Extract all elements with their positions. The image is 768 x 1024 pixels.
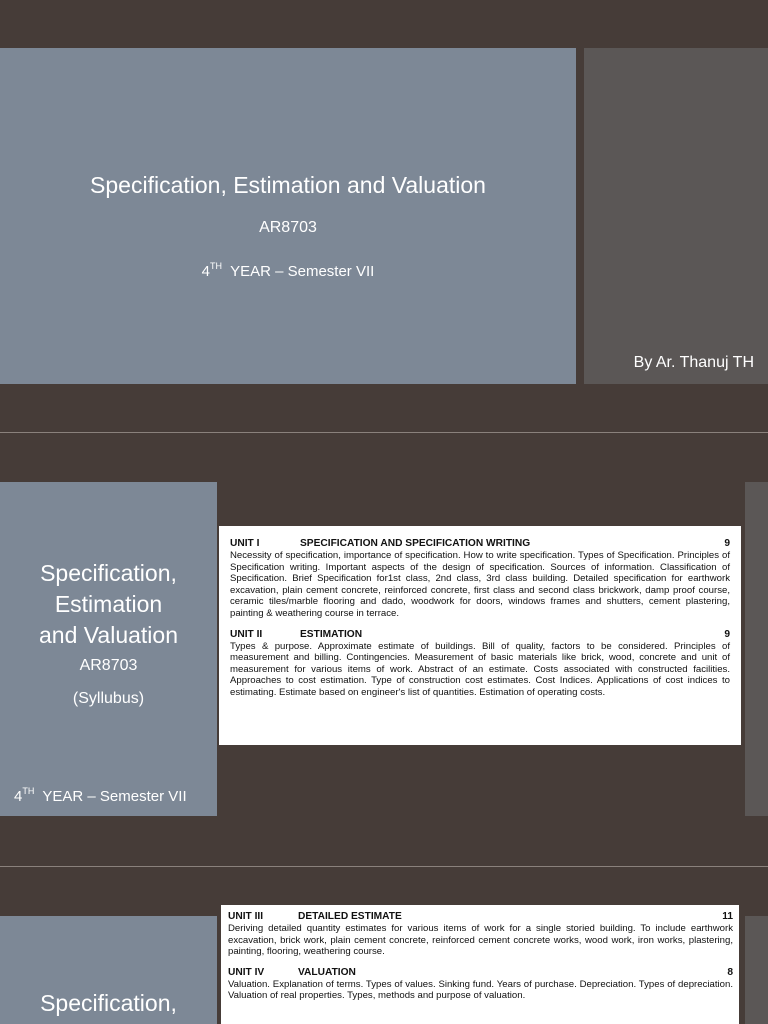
slide1-year: 4TH YEAR – Semester VII [201,261,375,280]
slide2-title: Specification, Estimation and Valuation [39,560,178,648]
unit-body: Deriving detailed quantity estimates for various items of work for a single storied building. To include earthwork excavation, brick work, plain cement concrete, reinforced cement concrete works, wood work, iron works, plastering, painting, flooring, weathering course. [228,923,733,958]
unit-heading: UNIT III DETAILED ESTIMATE 11 [228,911,733,922]
slide3-side-strip [745,916,768,1024]
slide-divider [0,432,768,433]
slide1-title-panel [0,48,576,384]
unit-heading: UNIT IV VALUATION 8 [228,966,733,978]
unit-heading: UNIT II ESTIMATION 9 [230,628,730,640]
slide2-year: 4TH YEAR – Semester VII [14,786,187,805]
slide2-course-code: AR8703 [79,657,138,674]
slide1-side-panel [584,48,768,384]
slide2-subtitle: (Syllubus) [72,690,145,707]
syllabus-image-units-3-4 [221,905,739,1024]
slide1-course-code: AR8703 [259,219,317,236]
slide-divider [0,866,768,867]
unit-body: Valuation. Explanation of terms. Types of values. Sinking fund. Years of purchase. Depreciation. Types of depreciation. Valuation of real properties. Types, methods and purpose of valuation. [228,978,733,1002]
slide1-title: Specification, Estimation and Valuation [90,172,486,198]
slide3-title: Specification, [40,990,177,1016]
slide2-side-strip [745,482,768,816]
slide1-author: By Ar. Thanuj TH [633,354,754,371]
unit-body: Necessity of specification, importance of specification. How to write specification. Types of Specification. Principles of Specification writing. Important aspects of the design of specification. Sources of information. Classification of Specification. Brief Specification for1st class, 2nd class, 3rd class building. Detailed specification for earthwork excavation, plain cement concrete, reinforced concrete, first class and second class brickwork, damp proof course, ceramic tiles/marble flooring and dado, woodwork for doors, windows frames and shutters, cement plastering, painting & weathering course in terrace. [230,550,730,619]
unit-body: Types & purpose. Approximate estimate of buildings. Bill of quality, factors to be considered. Principles of measurement and billing. Contingencies. Measurement of basic materials like brick, wood, concrete and unit of measurement for various items of work. Abstract of an estimate. Costs associated with constructed facilities. Approaches to cost estimation. Type of construction cost estimates. Cost Indices. Applications of cost indices to estimating. Estimate based on engineer's list of quantities. Estimation of operating costs. [230,640,730,698]
syllabus-image-units-1-2 [219,526,741,745]
unit-heading: UNIT I SPECIFICATION AND SPECIFICATION WRITING 9 [230,538,730,549]
